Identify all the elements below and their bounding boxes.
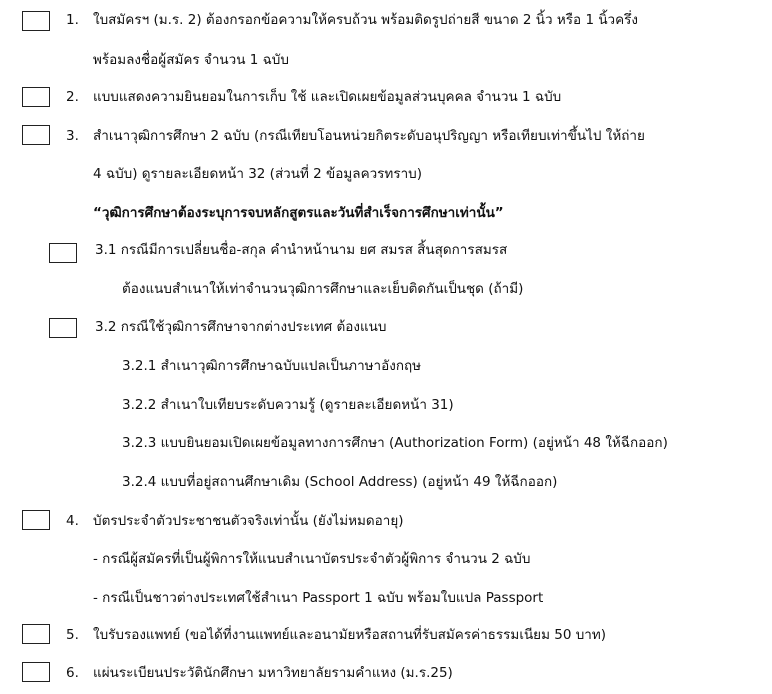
item-1-line-2: พร้อมลงชื่อผู้สมัคร จำนวน 1 ฉบับ — [93, 52, 289, 68]
item-6-line-1: แผ่นระเบียนประวัตินักศึกษา มหาวิทยาลัยรามคำแหง (ม.ร.25) — [93, 665, 453, 681]
checkbox-item-2[interactable] — [22, 87, 50, 107]
checkbox-item-3-1[interactable] — [49, 243, 77, 263]
item-3-emphasis: “วุฒิการศึกษาต้องระบุการจบหลักสูตรและวันที่สำเร็จการศึกษาเท่านั้น” — [93, 205, 504, 221]
item-3-2-line-1: 3.2 กรณีใช้วุฒิการศึกษาจากต่างประเทศ ต้องแนบ — [95, 319, 387, 335]
item-2-number: 2. — [66, 89, 79, 105]
item-4-bullet-2: - กรณีเป็นชาวต่างประเทศใช้สำเนา Passport 1 ฉบับ พร้อมใบแปล Passport — [93, 590, 544, 606]
item-3-number: 3. — [66, 128, 79, 144]
checkbox-item-3-2[interactable] — [49, 318, 77, 338]
checkbox-item-3[interactable] — [22, 125, 50, 145]
item-3-1-line-1: 3.1 กรณีมีการเปลี่ยนชื่อ-สกุล คำนำหน้านาม ยศ สมรส สิ้นสุดการสมรส — [95, 242, 508, 258]
item-3-2-3: 3.2.3 แบบยินยอมเปิดเผยข้อมูลทางการศึกษา (Authorization Form) (อยู่หน้า 48 ให้ฉีกออก) — [122, 435, 668, 451]
item-5-line-1: ใบรับรองแพทย์ (ขอได้ที่งานแพทย์และอนามัยหรือสถานที่รับสมัครค่าธรรมเนียม 50 บาท) — [93, 627, 607, 643]
item-4-number: 4. — [66, 513, 79, 529]
item-3-2-2: 3.2.2 สำเนาใบเทียบระดับความรู้ (ดูรายละเอียดหน้า 31) — [122, 397, 454, 413]
item-4-line-1: บัตรประจำตัวประชาชนตัวจริงเท่านั้น (ยังไม่หมดอายุ) — [93, 513, 404, 529]
item-3-1-line-2: ต้องแนบสำเนาให้เท่าจำนวนวุฒิการศึกษาและเย็บติดกันเป็นชุด (ถ้ามี) — [122, 281, 524, 297]
item-3-2-1: 3.2.1 สำเนาวุฒิการศึกษาฉบับแปลเป็นภาษาอังกฤษ — [122, 358, 422, 374]
item-1-number: 1. — [66, 12, 79, 28]
item-6-number: 6. — [66, 665, 79, 681]
item-3-2-4: 3.2.4 แบบที่อยู่สถานศึกษาเดิม (School Address) (อยู่หน้า 49 ให้ฉีกออก) — [122, 474, 558, 490]
item-1-line-1: ใบสมัครฯ (ม.ร. 2) ต้องกรอกข้อความให้ครบถ้วน พร้อมติดรูปถ่ายสี ขนาด 2 นิ้ว หรือ 1 นิ้วครึ่ง — [93, 12, 639, 28]
checkbox-item-1[interactable] — [22, 11, 50, 31]
item-3-line-2: 4 ฉบับ) ดูรายละเอียดหน้า 32 (ส่วนที่ 2 ข้อมูลควรทราบ) — [93, 166, 422, 182]
item-3-line-1: สำเนาวุฒิการศึกษา 2 ฉบับ (กรณีเทียบโอนหน่วยกิตระดับอนุปริญญา หรือเทียบเท่าขึ้นไป ให้ถ่าย — [93, 128, 645, 144]
item-4-bullet-1: - กรณีผู้สมัครที่เป็นผู้พิการให้แนบสำเนาบัตรประจำตัวผู้พิการ จำนวน 2 ฉบับ — [93, 551, 531, 567]
item-5-number: 5. — [66, 627, 79, 643]
checkbox-item-6[interactable] — [22, 662, 50, 682]
item-2-line-1: แบบแสดงความยินยอมในการเก็บ ใช้ และเปิดเผยข้อมูลส่วนบุคคล จำนวน 1 ฉบับ — [93, 89, 562, 105]
checkbox-item-5[interactable] — [22, 624, 50, 644]
checkbox-item-4[interactable] — [22, 510, 50, 530]
